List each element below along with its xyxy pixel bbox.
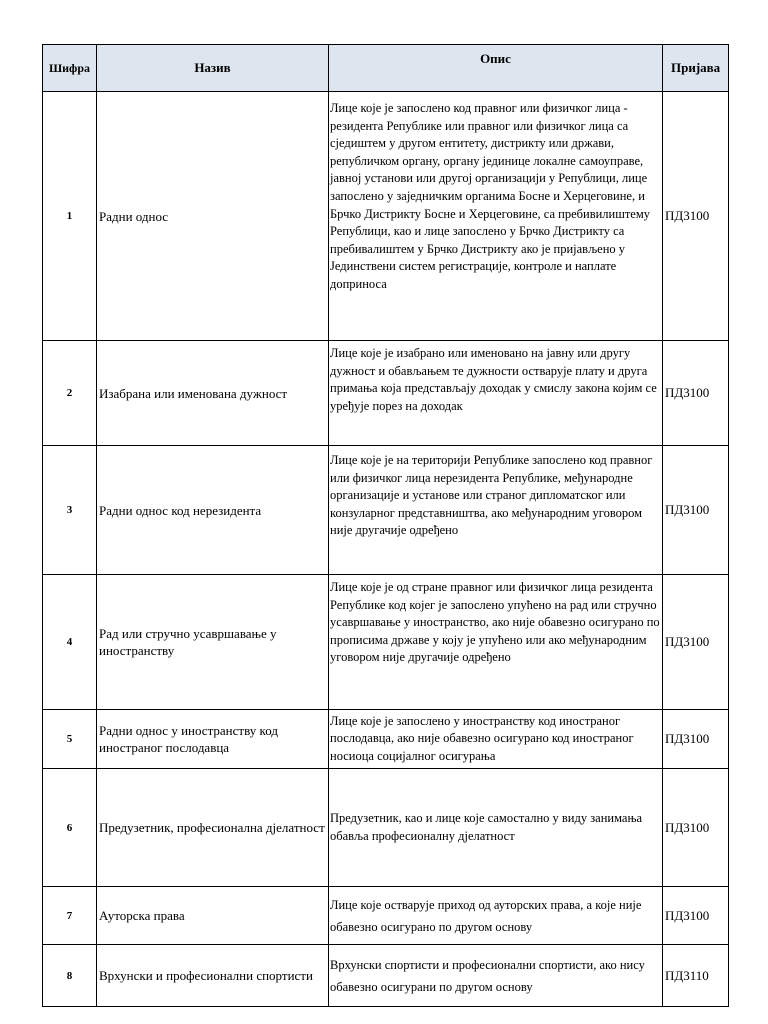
row-description: Предузетник, као и лице које самостално у виду занимања обавља професионалну дјелатност [329,769,663,887]
table-row [43,341,729,446]
table-row [43,710,729,769]
row-code: 8 [43,945,97,1007]
row-registration: ПД3100 [663,92,729,341]
row-name: Радни однос код нерезидента [97,446,329,575]
row-code: 7 [43,887,97,945]
row-description: Врхунски спортисти и професионални спортисти, ако нису обавезно осигурани по другом основу [329,945,663,1007]
row-code: 2 [43,341,97,446]
row-code: 6 [43,769,97,887]
row-name: Радни однос у иностранству код иностраног послодавца [97,710,329,769]
row-description: Лице које је на територији Републике запослено код правног или физичког лица нерезидента Републике, међународне организације и установе или страног дипломатског или конзуларног представништва, ако међународним уговором није другачије одређено [329,446,663,575]
row-name: Радни однос [97,92,329,341]
row-registration: ПД3110 [663,945,729,1007]
table-row [43,92,729,341]
row-code: 5 [43,710,97,769]
row-name: Рад или стручно усавршавање у иностранству [97,575,329,710]
row-description: Лице које је од стране правног или физичког лица резидента Републике код којег је запослено упућено на рад или стручно усавршавање у иностранство, ако није обавезно осигурано по прописима државе у коју је упућено или ако међународним уговором није другачије одређено [329,575,663,710]
row-registration: ПД3100 [663,575,729,710]
row-registration: ПД3100 [663,769,729,887]
row-description: Лице које је изабрано или именовано на јавну или другу дужност и обављањем те дужности остварује плату и друга примања која представљају доходак у смислу закона којим се уређује порез на доходак [329,341,663,446]
insurance-basis-table [42,44,729,1007]
header-name: Назив [97,45,329,92]
row-registration: ПД3100 [663,341,729,446]
header-code: Шифра [43,45,97,92]
row-description: Лице које је запослено код правног или физичког лица - резидента Републике или правног или физичког лица са сједиштем у другом ентитету, дистрикту или држави, републичком органу, органу јединице локалне самоуправе, јавној установи или другој организацији у Републици, лице запослено у заједничким органима Босне и Херцеговине, и Брчко Дистрикту Босне и Херцеговине, са пребивилиштему Републици, као и лице запослено у Брчко Дистрикту са пребивалиштем у Брчко Дистрикту ако је пријављено у Јединствени систем регистрације, контроле и наплате доприноса [329,92,663,341]
header-description: Опис [329,45,663,92]
row-name: Изабрана или именована дужност [97,341,329,446]
table-row [43,769,729,887]
row-registration: ПД3100 [663,710,729,769]
table-row [43,575,729,710]
table-header-row [43,45,729,92]
row-name: Ауторска права [97,887,329,945]
row-code: 1 [43,92,97,341]
row-name: Предузетник, професионална дјелатност [97,769,329,887]
row-description: Лице које је запослено у иностранству код иностраног послодавца, ако није обавезно осигурано код иностраног носиоца социјалног осигурања [329,710,663,769]
row-description: Лице које остварује приход од ауторских права, а које није обавезно осигурано по другом основу [329,887,663,945]
table-row [43,446,729,575]
table-row [43,887,729,945]
row-code: 3 [43,446,97,575]
row-code: 4 [43,575,97,710]
row-registration: ПД3100 [663,446,729,575]
row-name: Врхунски и професионални спортисти [97,945,329,1007]
header-registration: Пријава [663,45,729,92]
table-row [43,945,729,1007]
row-registration: ПД3100 [663,887,729,945]
